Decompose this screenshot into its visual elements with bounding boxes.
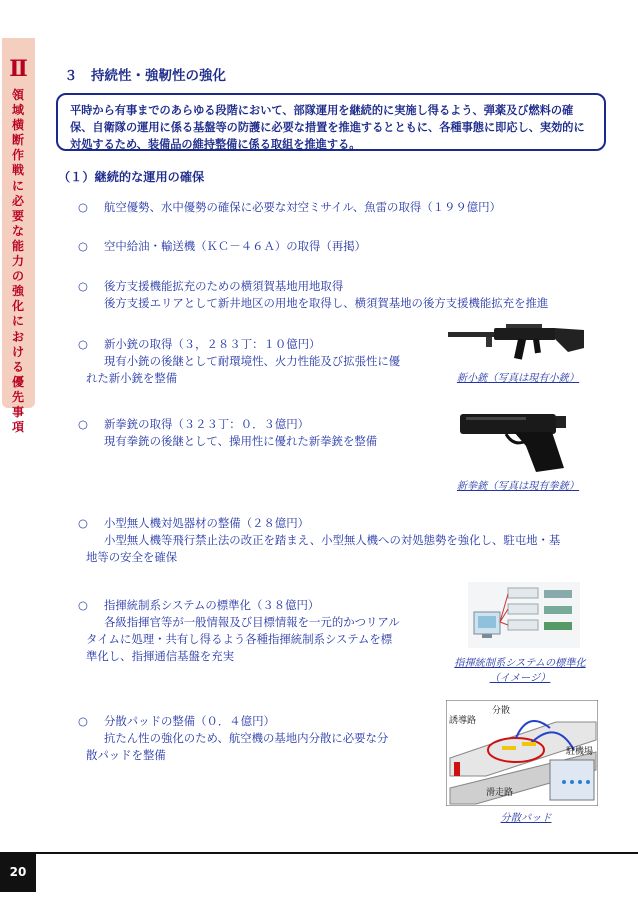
list-item xyxy=(78,713,418,764)
list-item xyxy=(78,278,598,312)
bullet-mark: ○ xyxy=(78,598,88,612)
dispersal-label: 分散 xyxy=(492,706,511,716)
rifle-photo xyxy=(446,318,586,366)
bullet-mark: ○ xyxy=(78,417,88,431)
bullet-mark: ○ xyxy=(78,200,88,214)
pistol-photo xyxy=(456,406,574,476)
footer-rule xyxy=(0,852,638,854)
list-item xyxy=(78,597,418,665)
item-heading: 新小銃の取得（３，２８３丁：１０億円） xyxy=(104,337,321,351)
item-body: 現有小銃の後継として耐環境性、火力性能及び拡張性に優 れた新小銃を整備 xyxy=(86,354,401,385)
list-item xyxy=(78,416,418,450)
bullet-mark: ○ xyxy=(78,239,88,253)
rifle-caption: 新小銃（写真は現有小銃） xyxy=(456,373,580,384)
list-item xyxy=(78,336,418,387)
list-item xyxy=(78,238,598,255)
system-diagram-image xyxy=(468,582,580,648)
item-body: 後方支援エリアとして新井地区の用地を取得し、横須賀基地の後方支援機能拡充を推進 xyxy=(104,296,549,310)
page-number: 20 xyxy=(0,852,36,892)
section-title: ３ 持続性・強靭性の強化 xyxy=(64,68,226,84)
item-heading: 後方支援機能拡充のための横須賀基地用地取得 xyxy=(104,279,344,293)
item-body: 抗たん性の強化のため、航空機の基地内分散に必要な分 散パッドを整備 xyxy=(86,731,389,762)
runway-label: 滑走路 xyxy=(486,788,514,798)
item-heading: 新拳銃の取得（３２３丁：０．３億円） xyxy=(104,417,310,431)
list-item xyxy=(78,199,598,216)
chapter-side-tab xyxy=(2,38,35,435)
chapter-title: 領域横断作戦に必要な能力の強化における優先事項 xyxy=(12,88,25,435)
summary-text: 平時から有事までのあらゆる段階において、部隊運用を継続的に実施し得るよう、弾薬及び燃料の確保、自衛隊の運用に係る基盤等の防護に必要な措置を推進するとともに、各種事態に即応し、実効的に対処するため、装備品の維持整備に係る取組を推進する。 xyxy=(70,104,585,151)
item-body: 小型無人機等飛行禁止法の改正を踏まえ、小型無人機への対処態勢を強化し、駐屯地・基 地等の安全を確保 xyxy=(86,533,561,564)
system-caption-line2: （イメージ） xyxy=(489,673,551,684)
item-heading: 空中給油・輸送機（ＫＣ－４６Ａ）の取得（再掲） xyxy=(104,239,366,253)
bullet-mark: ○ xyxy=(78,714,88,728)
bullet-mark: ○ xyxy=(78,516,88,530)
item-heading: 航空優勢、水中優勢の確保に必要な対空ミサイル、魚雷の取得（１９９億円） xyxy=(104,200,501,214)
apron-label: 駐機場 xyxy=(566,747,594,757)
item-heading: 小型無人機対処器材の整備（２８億円） xyxy=(104,516,310,530)
pad-caption: 分散パッド xyxy=(500,813,552,824)
item-body: 現有拳銃の後継として、操用性に優れた新拳銃を整備 xyxy=(104,434,378,448)
summary-box xyxy=(56,93,606,151)
item-heading: 分散パッドの整備（０．４億円） xyxy=(104,714,275,728)
bullet-mark: ○ xyxy=(78,279,88,293)
item-heading: 指揮統制系システムの標準化（３８億円） xyxy=(104,598,320,612)
subsection-title: （１）継続的な運用の確保 xyxy=(58,170,205,184)
bullet-mark: ○ xyxy=(78,337,88,351)
system-caption-line1: 指揮統制系システムの標準化 xyxy=(454,658,586,669)
list-item xyxy=(78,515,608,566)
item-body: 各級指揮官等が一般情報及び目標情報を一元的かつリアル タイムに処理・共有し得るよう各種指揮統制系システムを標 準化し、指揮通信基盤を充実 xyxy=(86,615,400,663)
taxiway-label: 誘導路 xyxy=(449,716,477,726)
pistol-caption: 新拳銃（写真は現有拳銃） xyxy=(456,481,580,492)
chapter-number: Ⅱ xyxy=(9,56,28,82)
